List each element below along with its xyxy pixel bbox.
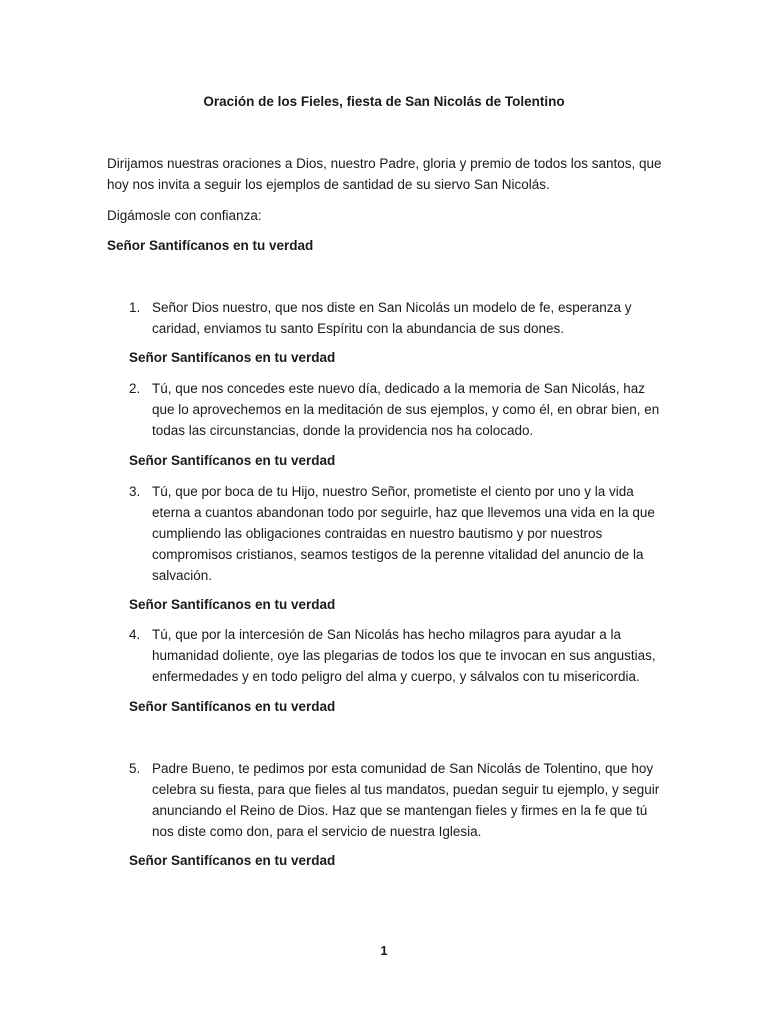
list-item-number: 2. <box>129 381 141 396</box>
intro-paragraph: Dirijamos nuestras oraciones a Dios, nuestro Padre, gloria y premio de todos los santos, que hoy nos invita a seguir los ejemplos de santidad de su siervo San Nicolás. <box>107 156 662 192</box>
list-item-text: Señor Dios nuestro, que nos diste en San Nicolás un modelo de fe, esperanza y caridad, enviamos tu santo Espíritu con la abundancia de sus dones. <box>152 300 632 336</box>
list-item-number: 5. <box>129 761 141 776</box>
list-item-text: Tú, que por la intercesión de San Nicolás has hecho milagros para ayudar a la humanidad doliente, oye las plegarias de todos los que te invocan en sus angustias, enfermedades y en todo peligro del alma y cuerpo, y sálvalos con tu misericordia. <box>152 627 656 684</box>
document-title: Oración de los Fieles, fiesta de San Nicolás de Tolentino <box>203 94 565 109</box>
list-item-number: 1. <box>129 300 141 315</box>
list-item-response: Señor Santifícanos en tu verdad <box>129 853 336 868</box>
invitation-text: Digámosle con confianza: <box>107 208 262 223</box>
list-item-number: 4. <box>129 627 141 642</box>
list-item-number: 3. <box>129 484 141 499</box>
page-number: 1 <box>380 943 388 958</box>
list-item-text: Padre Bueno, te pedimos por esta comunidad de San Nicolás de Tolentino, que hoy celebra su fiesta, para que fieles al tus mandatos, puedan seguir tu ejemplo, y seguir anunciando el Reino de Dios. Haz que se mantengan fieles y firmes en la fe que tú nos diste como don, para el servicio de nuestra Iglesia. <box>152 761 660 839</box>
list-item-response: Señor Santifícanos en tu verdad <box>129 699 336 714</box>
list-item-text: Tú, que por boca de tu Hijo, nuestro Señor, prometiste el ciento por uno y la vida eterna a cuantos abandonan todo por seguirle, haz que llevemos una vida en la que cumpliendo las obligaciones contraidas en nuestro bautismo y por nuestros compromisos cristianos, seamos testigos de la perenne vitalidad del anuncio de la salvación. <box>152 484 655 583</box>
list-item-text: Tú, que nos concedes este nuevo día, dedicado a la memoria de San Nicolás, haz que lo aprovechemos en la meditación de sus ejemplos, y como él, en obrar bien, en todas las circunstancias, donde la providencia nos ha colocado. <box>152 381 660 438</box>
list-item-response: Señor Santifícanos en tu verdad <box>129 597 336 612</box>
response-text: Señor Santifícanos en tu verdad <box>107 238 314 253</box>
list-item-response: Señor Santifícanos en tu verdad <box>129 350 336 365</box>
list-item-response: Señor Santifícanos en tu verdad <box>129 453 336 468</box>
